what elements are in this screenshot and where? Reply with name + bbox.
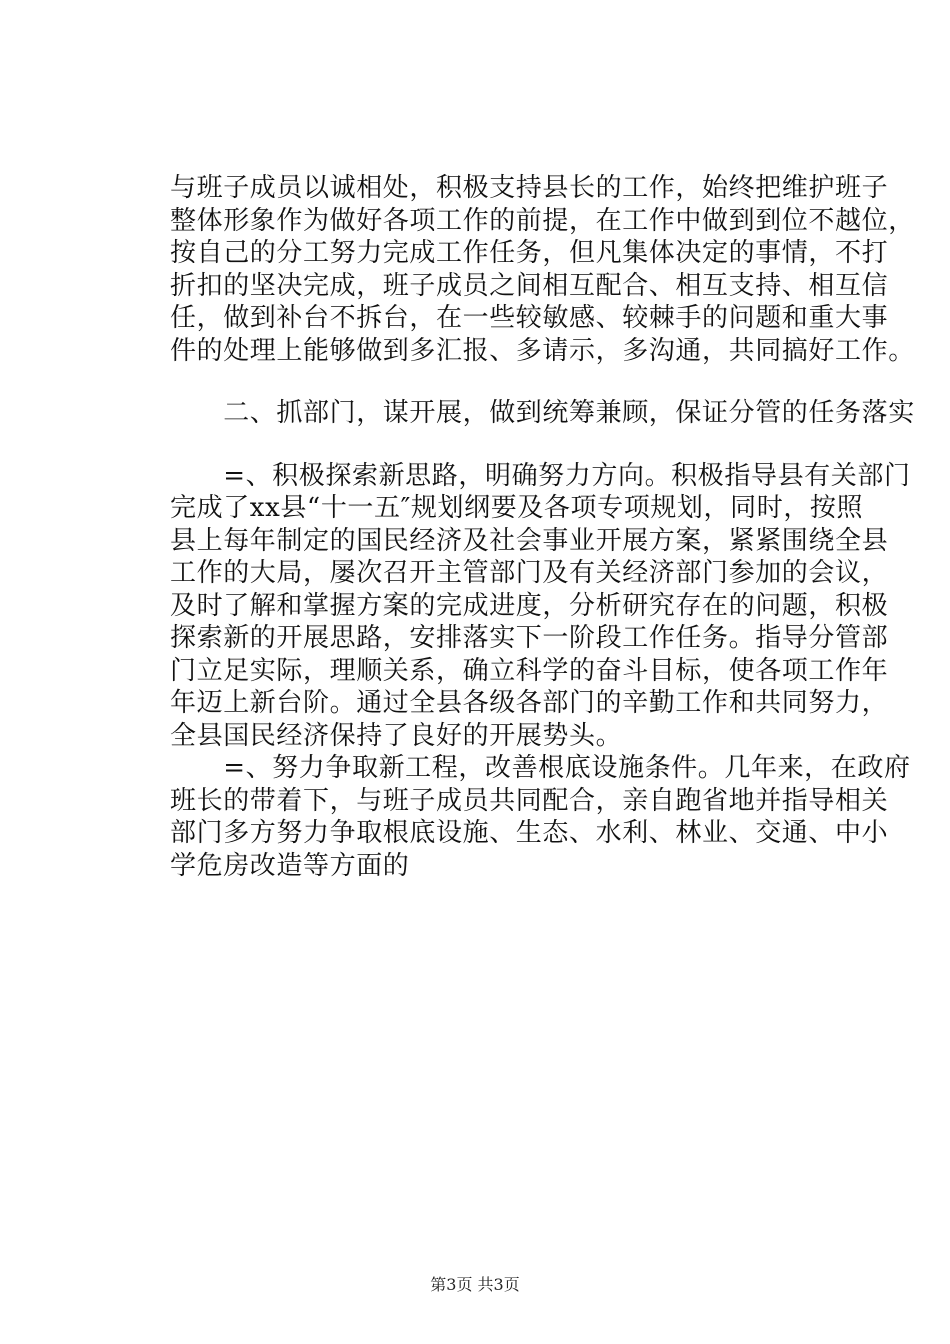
text-line: 班长的带着下，与班子成员共同配合，亲自跑省地并指导相关 — [170, 785, 889, 816]
text-line: 折扣的坚决完成，班子成员之间相互配合、相互支持、相互信 — [170, 270, 889, 301]
text-line: 年迈上新台阶。通过全县各级各部门的辛勤工作和共同努力， — [170, 688, 889, 718]
text-line: =、努力争取新工程，改善根底设施条件。几年来，在政府 — [170, 753, 911, 783]
paragraph-new-ideas — [170, 460, 911, 753]
page-number: 第3页 共3页 — [430, 1275, 520, 1294]
text-line: 工作的大局，屡次召开主管部门及有关经济部门参加的会议， — [170, 558, 889, 588]
paragraph-cooperation — [170, 172, 915, 367]
text-line: 与班子成员以诚相处，积极支持县长的工作，始终把维护班子 — [170, 173, 889, 203]
text-line: 件的处理上能够做到多汇报、多请示，多沟通，共同搞好工作。 — [170, 335, 915, 366]
heading-line: 二、抓部门，谋开展，做到统筹兼顾，保证分管的任务落实 — [170, 398, 915, 428]
page-footer — [0, 1272, 950, 1295]
text-line: 按自己的分工努力完成工作任务，但凡集体决定的事情，不打 — [170, 238, 889, 268]
text-line: 及时了解和掌握方案的完成进度，分析研究存在的问题，积极 — [170, 590, 889, 621]
text-line: =、积极探索新思路，明确努力方向。积极指导县有关部门 — [170, 460, 911, 491]
text-line: 门立足实际，理顺关系，确立科学的奋斗目标，使各项工作年 — [170, 655, 889, 686]
text-line: 学危房改造等方面的 — [170, 850, 410, 881]
text-line: 整体形象作为做好各项工作的前提，在工作中做到到位不越位， — [170, 205, 915, 236]
text-line: 完成了xx县“十一五″规划纲要及各项专项规划，同时，按照 — [170, 493, 864, 523]
text-line: 县上每年制定的国民经济及社会事业开展方案，紧紧围绕全县 — [170, 525, 889, 556]
text-line: 任，做到补台不拆台，在一些较敏感、较棘手的问题和重大事 — [170, 303, 889, 333]
paragraph-spacer — [170, 430, 810, 460]
document-body — [170, 172, 915, 882]
paragraph-new-projects — [170, 752, 911, 882]
text-line: 部门多方努力争取根底设施、生态、水利、林业、交通、中小 — [170, 818, 889, 848]
section-heading — [170, 397, 915, 430]
text-line: 全县国民经济保持了良好的开展势头。 — [170, 720, 623, 751]
text-line: 探索新的开展思路，安排落实下一阶段工作任务。指导分管部 — [170, 623, 889, 653]
paragraph-spacer — [170, 367, 810, 397]
